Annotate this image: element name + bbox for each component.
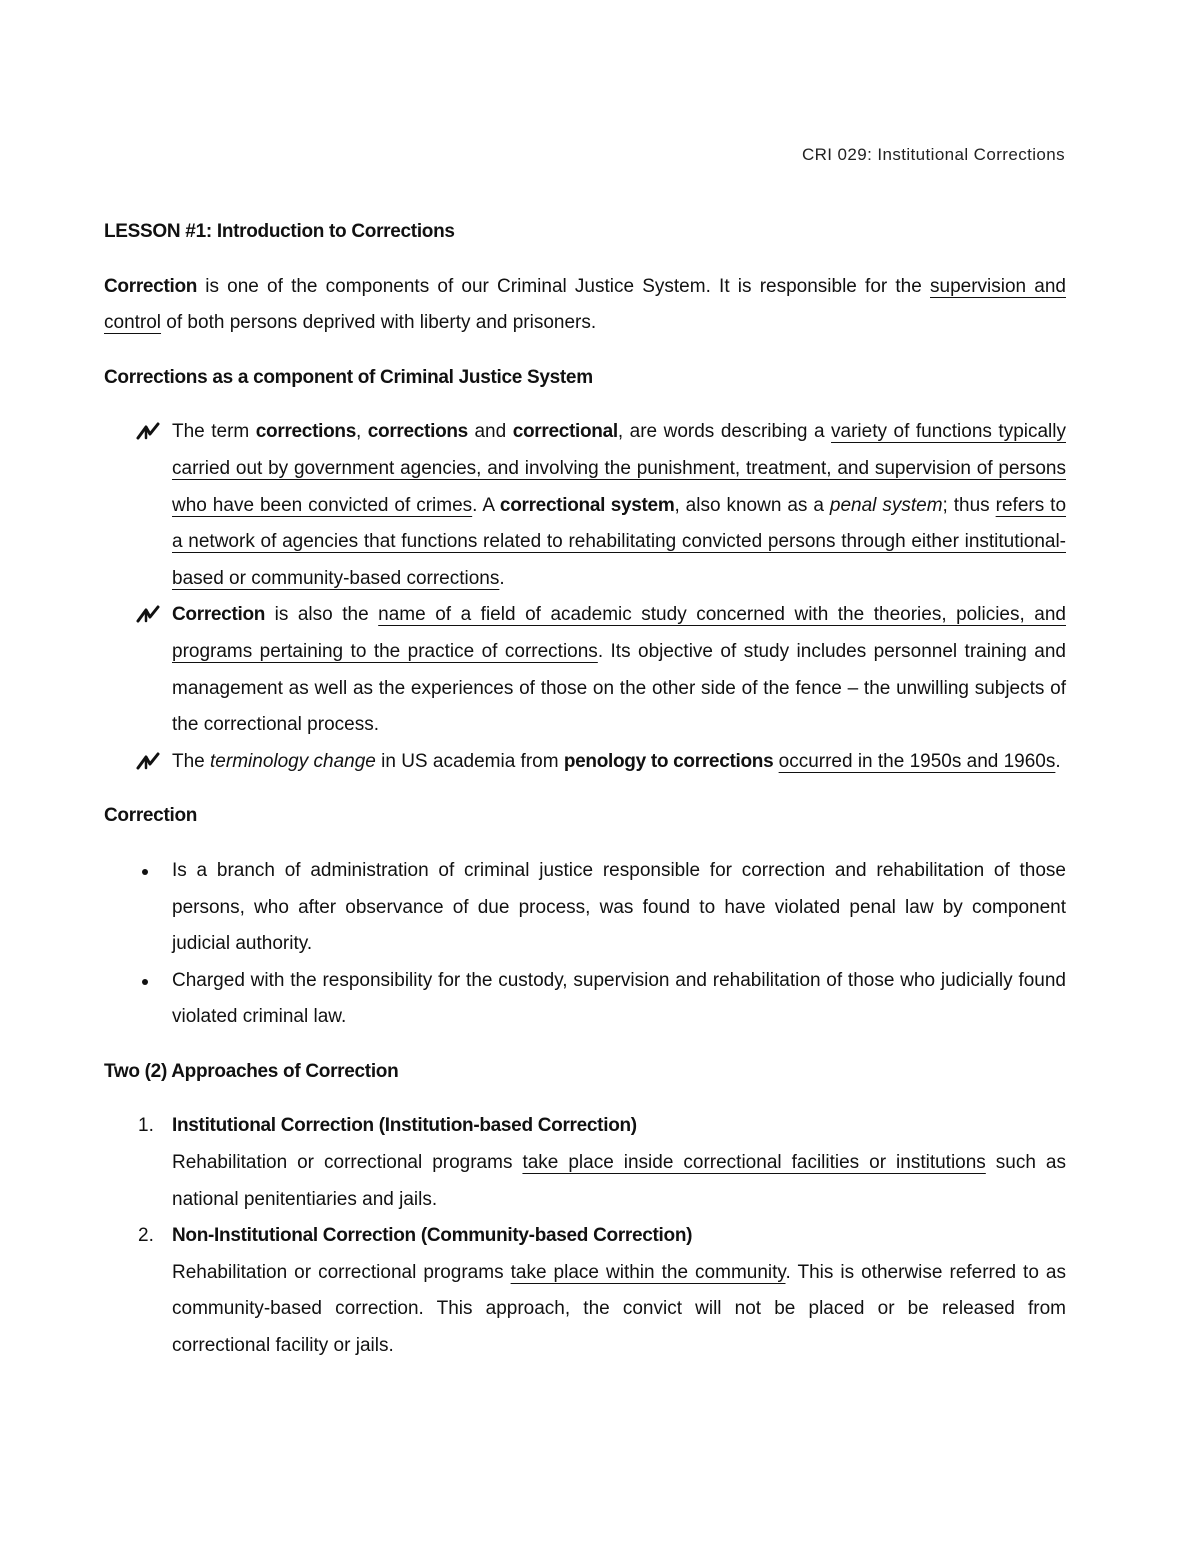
section-heading-correction: Correction xyxy=(104,805,198,827)
list-item: The terminology change in US academia from penology to corrections occurred in the 1950s and 1960s. xyxy=(104,744,1066,781)
list-number: 1. xyxy=(138,1115,154,1137)
approach-title: Institutional Correction (Institution-based Correction) xyxy=(172,1115,637,1137)
list-item: The term corrections, corrections and correctional, are words describing a variety of functions typically carried out by government agencies, and involving the punishment, treatment, and supervision of persons who have been convicted of crimes. A correctional system, also known as a penal system; thus refers to a network of agencies that functions related to rehabilitating convicted persons through either institutional-based or community-based corrections. xyxy=(104,414,1066,597)
course-header: CRI 029: Institutional Corrections xyxy=(801,145,1065,164)
list-item: Is a branch of administration of criminal justice responsible for correction and rehabilitation of those persons, who after observance of due process, was found to have violated penal law by component judicial authority. xyxy=(104,853,1066,963)
checkmark-arrow-icon xyxy=(136,752,160,772)
bullet-dot-icon xyxy=(142,869,148,875)
document-body xyxy=(104,214,1066,1365)
checkmark-arrow-icon xyxy=(136,422,160,442)
section-heading-cjs: Corrections as a component of Criminal Justice System xyxy=(104,366,593,388)
correction-bullet-list xyxy=(104,853,1066,1036)
list-item: 2. Non-Institutional Correction (Community-based Correction) Rehabilitation or correctional programs take place within the community. This is otherwise referred to as community-based correction. This approach, the convict will not be placed or be released from correctional facility or jails. xyxy=(104,1218,1066,1364)
checkmark-arrow-icon xyxy=(136,605,160,625)
list-item: Charged with the responsibility for the custody, supervision and rehabilitation of those who judicially found violated criminal law. xyxy=(104,963,1066,1036)
intro-paragraph: Correction is one of the components of our Criminal Justice System. It is responsible for the supervision and control of both persons deprived with liberty and prisoners. xyxy=(104,275,1066,334)
bullet-dot-icon xyxy=(142,979,148,985)
list-item: Correction is also the name of a field of academic study concerned with the theories, policies, and programs pertaining to the practice of corrections. Its objective of study includes personnel training and management as well as the experiences of those on the other side of the fence – the unwilling subjects of the correctional process. xyxy=(104,597,1066,743)
section-heading-approaches: Two (2) Approaches of Correction xyxy=(104,1060,399,1082)
approaches-list xyxy=(104,1108,1066,1364)
lesson-title: LESSON #1: Introduction to Corrections xyxy=(104,221,455,242)
intro-underline: supervision and control xyxy=(104,275,1066,334)
approach-title: Non-Institutional Correction (Community-based Correction) xyxy=(172,1225,693,1247)
intro-term: Correction xyxy=(104,275,198,297)
list-item: 1. Institutional Correction (Institution-based Correction) Rehabilitation or correctional programs take place inside correctional facilities or institutions such as national penitentiaries and jails. xyxy=(104,1108,1066,1218)
list-number: 2. xyxy=(138,1225,154,1247)
cjs-bullet-list xyxy=(104,414,1066,780)
